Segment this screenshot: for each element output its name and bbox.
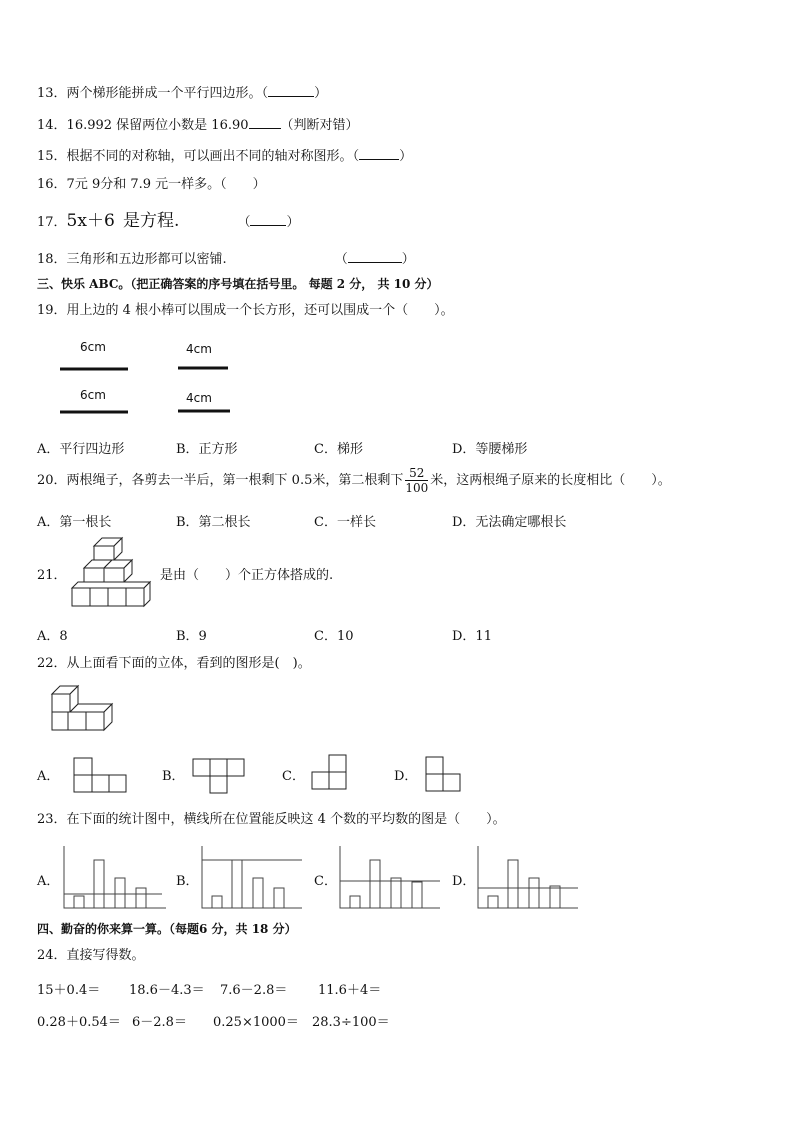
question-text: 两根绳子，各剪去一半后，第一根剩下 0.5米，第二根剩下 bbox=[66, 473, 404, 488]
question-text: 16.992 保留两位小数是 16.90 bbox=[66, 118, 249, 133]
question-number: 19． bbox=[37, 303, 67, 318]
question-number: 13． bbox=[37, 86, 67, 101]
question-number: 16． bbox=[37, 177, 67, 192]
stick-label: 4cm bbox=[186, 342, 212, 356]
calc-item: 6－2.8＝ bbox=[132, 1015, 187, 1030]
option-d[interactable]: D．11 bbox=[452, 629, 492, 644]
option-c[interactable]: C． bbox=[282, 769, 305, 784]
option-b[interactable]: B．正方形 bbox=[176, 442, 238, 457]
question-tail: （判断对错） bbox=[280, 118, 359, 133]
option-b[interactable]: B．第二根长 bbox=[176, 515, 251, 530]
calc-item: 28.3÷100＝ bbox=[312, 1015, 390, 1030]
option-d[interactable]: D． bbox=[452, 874, 476, 889]
question-text: 从上面看下面的立体，看到的图形是( )。 bbox=[66, 656, 311, 671]
question-text: 是方程. bbox=[123, 211, 180, 231]
option-c[interactable]: C．一样长 bbox=[314, 515, 376, 530]
question-number: 17． bbox=[37, 215, 67, 230]
section-3-title: 三、快乐 ABC。（把正确答案的序号填在括号里。 每题 2 分， 共 10 分） bbox=[37, 277, 439, 291]
paren-open: （ bbox=[352, 149, 360, 164]
stick-label: 6cm bbox=[80, 340, 106, 354]
section-4-title: 四、勤奋的你来算一算。（每题6 分，共 18 分） bbox=[37, 922, 297, 936]
option-a[interactable]: A． bbox=[37, 874, 60, 889]
expression: 5x＋6 bbox=[66, 211, 115, 231]
option-a[interactable]: A．平行四边形 bbox=[37, 442, 125, 457]
question-text: 在下面的统计图中，横线所在位置能反映这 4 个数的平均数的图是（ ）。 bbox=[66, 812, 506, 827]
paren-close: ） bbox=[286, 215, 300, 230]
option-c[interactable]: C．梯形 bbox=[314, 442, 363, 457]
calc-item: 0.28＋0.54＝ bbox=[37, 1015, 121, 1030]
question-21: 是由（ ）个正方体搭成的. bbox=[160, 568, 334, 583]
stick-label: 4cm bbox=[186, 391, 212, 405]
question-number: 15． bbox=[37, 149, 67, 164]
question-number: 24． bbox=[37, 948, 67, 963]
question-text: 直接写得数。 bbox=[66, 948, 145, 963]
calc-item: 15＋0.4＝ bbox=[37, 983, 101, 998]
question-text: 7元 9分和 7.9 元一样多。（ ） bbox=[66, 177, 266, 192]
option-c[interactable]: C．10 bbox=[314, 629, 354, 644]
paren-close: ） bbox=[314, 86, 328, 101]
option-a[interactable]: A． bbox=[37, 769, 60, 784]
fraction-numerator: 52 bbox=[405, 466, 428, 481]
fraction-denominator: 100 bbox=[405, 481, 429, 495]
question-21-number: 21． bbox=[37, 568, 67, 583]
option-d[interactable]: D． bbox=[394, 769, 418, 784]
calc-item: 0.25×1000＝ bbox=[213, 1015, 299, 1030]
option-a[interactable]: A．第一根长 bbox=[37, 515, 112, 530]
question-number: 22． bbox=[37, 656, 67, 671]
question-text: 三角形和五边形都可以密铺. bbox=[66, 252, 227, 267]
option-c[interactable]: C． bbox=[314, 874, 337, 889]
option-d[interactable]: D．等腰梯形 bbox=[452, 442, 528, 457]
question-number: 23． bbox=[37, 812, 67, 827]
question-number: 18． bbox=[37, 252, 67, 267]
question-text: 用上边的 4 根小棒可以围成一个长方形，还可以围成一个（ ）。 bbox=[66, 303, 454, 318]
question-text-tail: 米，这两根绳子原来的长度相比（ ）。 bbox=[430, 473, 671, 488]
question-text: 根据不同的对称轴，可以画出不同的轴对称图形。 bbox=[66, 149, 353, 164]
paren-open: （ bbox=[237, 215, 251, 230]
option-a[interactable]: A．8 bbox=[37, 629, 68, 644]
question-number: 14． bbox=[37, 118, 67, 133]
option-b[interactable]: B． bbox=[162, 769, 185, 784]
question-24 bbox=[37, 948, 145, 964]
calc-item: 18.6－4.3＝ bbox=[129, 983, 205, 998]
option-d[interactable]: D．无法确定哪根长 bbox=[452, 515, 567, 530]
option-b[interactable]: B． bbox=[176, 874, 199, 889]
option-b[interactable]: B．9 bbox=[176, 629, 207, 644]
stick-label: 6cm bbox=[80, 388, 106, 402]
paren-close: ） bbox=[401, 252, 415, 267]
paren-open: （ bbox=[261, 86, 269, 101]
paren-close: ） bbox=[399, 149, 413, 164]
calc-item: 7.6－2.8＝ bbox=[220, 983, 288, 998]
calc-item: 11.6＋4＝ bbox=[318, 983, 382, 998]
paren-open: （ bbox=[334, 252, 348, 267]
question-number: 20． bbox=[37, 473, 67, 488]
question-text: 两个梯形能拼成一个平行四边形。 bbox=[66, 86, 262, 101]
